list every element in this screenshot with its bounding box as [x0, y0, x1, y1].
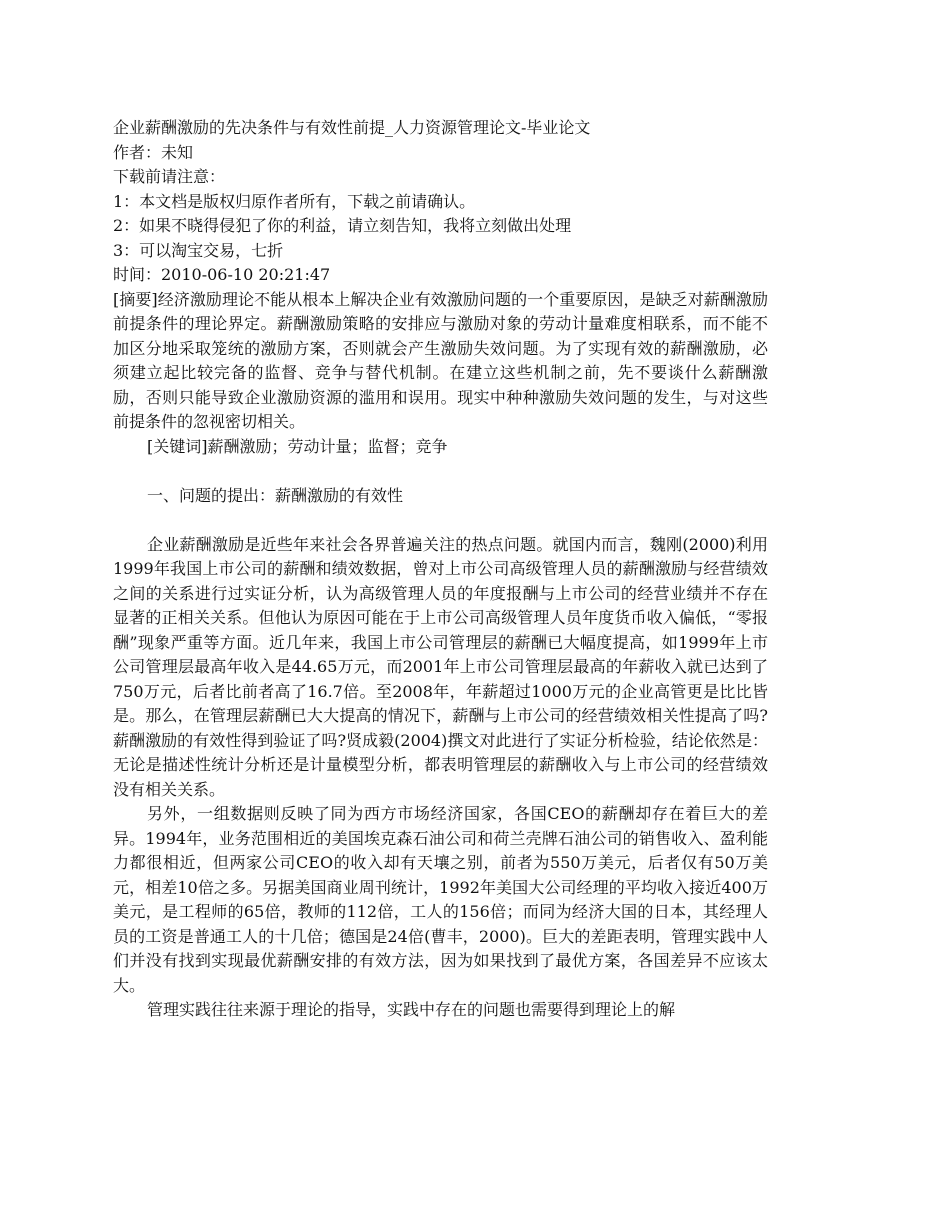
download-notice-item: 3：可以淘宝交易，七折	[113, 240, 284, 260]
section-heading: 一、问题的提出：薪酬激励的有效性	[147, 485, 404, 505]
document-page	[113, 116, 768, 1023]
spacer	[113, 459, 768, 484]
document-title: 企业薪酬激励的先决条件与有效性前提_人力资源管理论文-毕业论文	[113, 118, 591, 137]
abstract-paragraph: [摘要]经济激励理论不能从根本上解决企业有效激励问题的一个重要原因，是缺乏对薪酬激励前提条件的理论界定。薪酬激励策略的安排应与激励对象的劳动计量难度相联系，而不能不加区分地采取笼统的激励方案，否则就会产生激励失效问题。为了实现有效的薪酬激励，必须建立起比较完备的监督、竞争与替代机制。在建立这些机制之前，先不要谈什么薪酬激励，否则只能导致企业激励资源的滥用和误用。现实中种种激励失效问题的发生，与对这些前提条件的忽视密切相关。	[113, 289, 768, 431]
keywords-line: [关键词]薪酬激励；劳动计量；监督；竞争	[147, 436, 448, 456]
body-paragraph: 管理实践往往来源于理论的指导，实践中存在的问题也需要得到理论上的解	[147, 1000, 676, 1019]
body-paragraph: 企业薪酬激励是近些年来社会各界普遍关注的热点问题。就国内而言，魏刚(2000)利用1999年我国上市公司的薪酬和绩效数据，曾对上市公司高级管理人员的薪酬激励与经营绩效之间的关系进行过实证分析，认为高级管理人员的年度报酬与上市公司的经营业绩并不存在显著的正相关关系。但他认为原因可能在于上市公司高级管理人员年度货币收入偏低，“零报酬”现象严重等方面。近几年来，我国上市公司管理层的薪酬已大幅度提高，如1999年上市公司管理层最高年收入是44.65万元，而2001年上市公司管理层最高的年薪收入就已达到了750万元，后者比前者高了16.7倍。至2008年，年薪超过1000万元的企业高管更是比比皆是。那么，在管理层薪酬已大大提高的情况下，薪酬与上市公司的经营绩效相关性提高了吗?薪酬激励的有效性得到验证了吗?贤成毅(2004)撰文对此进行了实证分析检验，结论依然是：无论是描述性统计分析还是计量模型分析，都表明管理层的薪酬收入与上市公司的经营绩效没有相关关系。	[113, 534, 768, 799]
body-paragraph: 另外，一组数据则反映了同为西方市场经济国家，各国CEO的薪酬却存在着巨大的差异。1994年，业务范围相近的美国埃克森石油公司和荷兰壳牌石油公司的销售收入、盈利能力都很相近，但两家公司CEO的收入却有天壤之别，前者为550万美元，后者仅有50万美元，相差10倍之多。另据美国商业周刊统计，1992年美国大公司经理的平均收入接近400万美元，是工程师的65倍，教师的112倍，工人的156倍；而同为经济大国的日本，其经理人员的工资是普通工人的十几倍；德国是24倍(曹丰，2000)。巨大的差距表明，管理实践中人们并没有找到实现最优薪酬安排的有效方法，因为如果找到了最优方案，各国差异不应该太大。	[113, 804, 768, 995]
download-notice-heading: 下载前请注意：	[113, 167, 226, 186]
timestamp-line: 时间：2010-06-10 20:21:47	[113, 265, 331, 284]
download-notice-item: 1：本文档是版权归原作者所有，下载之前请确认。	[113, 191, 476, 211]
download-notice-item: 2：如果不晓得侵犯了你的利益，请立刻告知，我将立刻做出处理	[113, 216, 572, 235]
spacer	[113, 508, 768, 533]
author-line: 作者：未知	[113, 142, 194, 162]
